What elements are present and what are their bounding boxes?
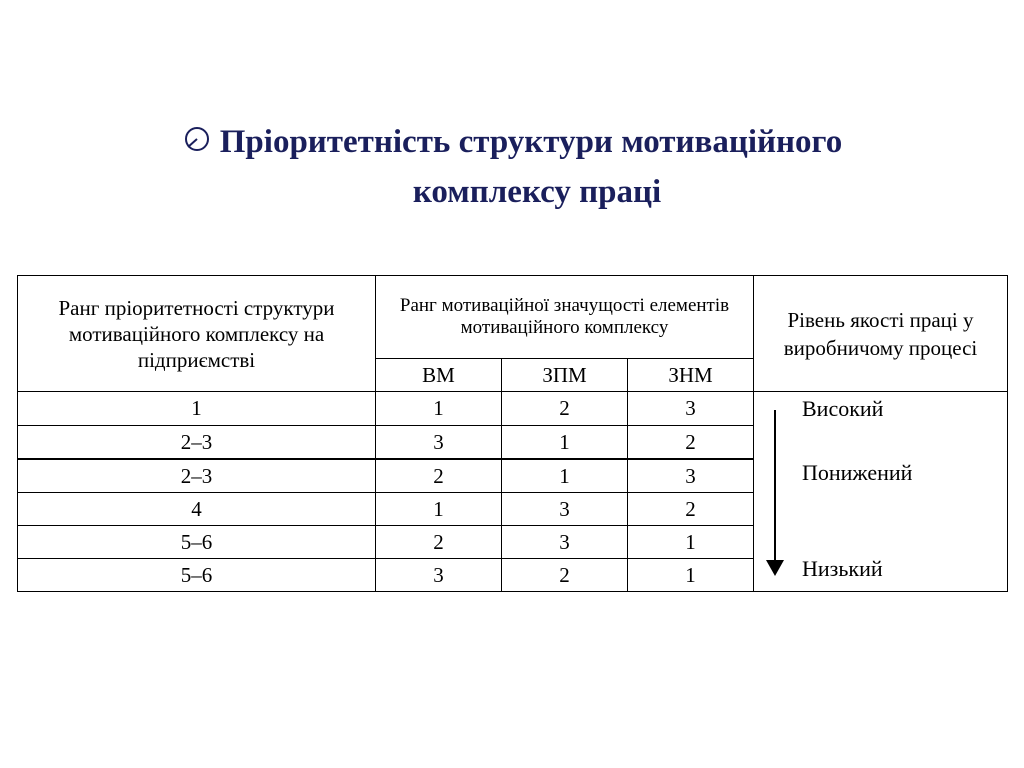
table-row [18, 392, 1008, 426]
priority-table [17, 275, 1008, 592]
zpm-cell: 3 [502, 526, 628, 559]
vm-cell: 2 [376, 459, 502, 493]
rank-cell: 2–3 [18, 459, 376, 493]
rank-cell: 1 [18, 392, 376, 426]
subheader-znm: ЗНМ [628, 359, 754, 392]
znm-cell: 2 [628, 493, 754, 526]
vm-cell: 3 [376, 559, 502, 592]
circle-bullet-icon [182, 120, 212, 168]
header-quality-level: Рівень якості праці у виробничому процесі [754, 276, 1008, 392]
znm-cell: 2 [628, 426, 754, 460]
vm-cell: 2 [376, 526, 502, 559]
title-line-2: комплексу праці [412, 174, 662, 211]
zpm-cell: 1 [502, 459, 628, 493]
zpm-cell: 1 [502, 426, 628, 460]
vm-cell: 1 [376, 392, 502, 426]
rank-cell: 2–3 [18, 426, 376, 460]
quality-level-column [754, 392, 1008, 592]
title-line-1: Пріоритетність структури мотиваційного [219, 124, 843, 160]
vm-cell: 1 [376, 493, 502, 526]
zpm-cell: 3 [502, 493, 628, 526]
znm-cell: 3 [628, 392, 754, 426]
rank-cell: 5–6 [18, 559, 376, 592]
down-arrow-shaft [774, 410, 776, 562]
slide-title [0, 118, 1024, 216]
znm-cell: 1 [628, 559, 754, 592]
rank-cell: 4 [18, 493, 376, 526]
header-rank: Ранг пріоритетності структури мотиваційного комплексу на підприємстві [18, 276, 376, 392]
down-arrow-icon [766, 560, 784, 576]
vm-cell: 3 [376, 426, 502, 460]
level-high: Високий [802, 396, 884, 421]
header-significance: Ранг мотиваційної значущості елементів мотиваційного комплексу [376, 276, 754, 359]
level-low: Низький [802, 556, 883, 581]
znm-cell: 1 [628, 526, 754, 559]
zpm-cell: 2 [502, 392, 628, 426]
zpm-cell: 2 [502, 559, 628, 592]
subheader-vm: ВМ [376, 359, 502, 392]
level-reduced: Понижений [802, 460, 913, 485]
znm-cell: 3 [628, 459, 754, 493]
subheader-zpm: ЗПМ [502, 359, 628, 392]
rank-cell: 5–6 [18, 526, 376, 559]
